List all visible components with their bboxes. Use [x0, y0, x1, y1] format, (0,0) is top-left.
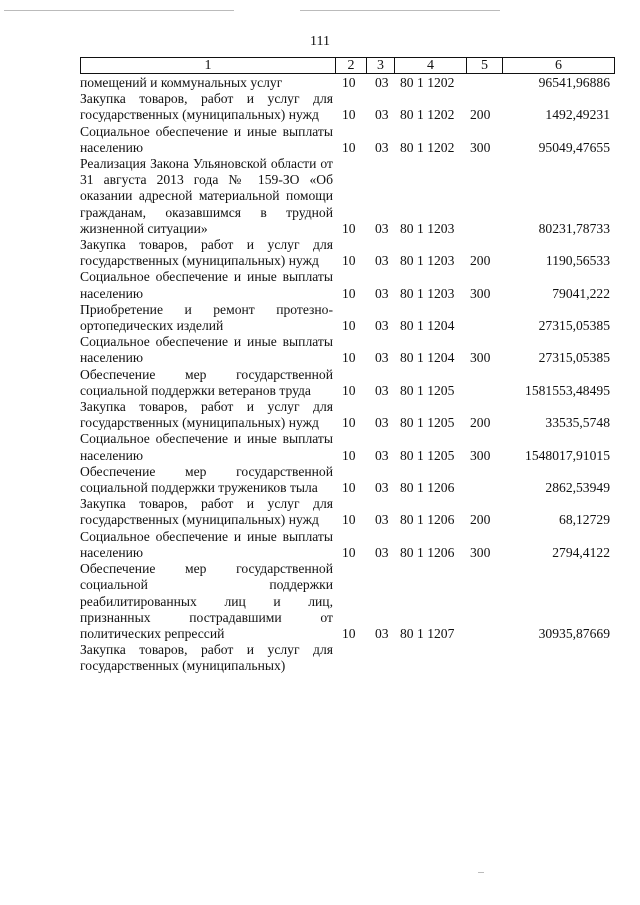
subsection-code: 03: [375, 480, 389, 496]
column-header-table: [80, 57, 615, 74]
subsection-code: 03: [375, 512, 389, 528]
section-code: 10: [342, 75, 356, 90]
table-row: [80, 124, 620, 156]
subsection-code: 03: [375, 220, 389, 236]
amount: 1190,56533: [545, 253, 610, 269]
section-code: 10: [342, 544, 356, 560]
scan-artifact-line: [4, 10, 234, 11]
table-row: [80, 91, 620, 123]
target-article-code: 80 1 1206: [400, 480, 455, 496]
table-row: [80, 367, 620, 399]
table-row: [80, 237, 620, 269]
subsection-code: 03: [375, 75, 389, 90]
header-col-3: 3: [367, 58, 395, 74]
row-description: Социальное обеспечение и иные выплаты населению: [80, 123, 333, 155]
header-col-5: 5: [467, 58, 503, 74]
amount: 96541,96886: [538, 75, 610, 90]
row-description: Социальное обеспечение и иные выплаты населению: [80, 431, 333, 463]
section-code: 10: [342, 382, 356, 398]
table-row: [80, 269, 620, 301]
expense-type-code: 200: [470, 253, 491, 269]
subsection-code: 03: [375, 382, 389, 398]
subsection-code: 03: [375, 625, 389, 641]
amount: 1581553,48495: [525, 382, 610, 398]
section-code: 10: [342, 139, 356, 155]
subsection-code: 03: [375, 318, 389, 334]
table-row: [80, 334, 620, 366]
amount: 33535,5748: [545, 415, 610, 431]
subsection-code: 03: [375, 139, 389, 155]
subsection-code: 03: [375, 544, 389, 560]
row-description: Закупка товаров, работ и услуг для государственных (муниципальных) нужд: [80, 496, 333, 528]
page-number: 111: [310, 34, 330, 49]
row-description: Закупка товаров, работ и услуг для государственных (муниципальных) нужд: [80, 91, 333, 123]
amount: 2862,53949: [545, 480, 610, 496]
section-code: 10: [342, 415, 356, 431]
table-row: [80, 642, 620, 674]
row-description: Закупка товаров, работ и услуг для государственных (муниципальных) нужд: [80, 399, 333, 431]
subsection-code: 03: [375, 253, 389, 269]
header-col-2: 2: [336, 58, 367, 74]
target-article-code: 80 1 1206: [400, 512, 455, 528]
subsection-code: 03: [375, 447, 389, 463]
section-code: 10: [342, 107, 356, 123]
expense-type-code: 200: [470, 415, 491, 431]
row-description: Реализация Закона Ульяновской области от 31 августа 2013 года № 159-ЗО «Об оказании адресной материальной помощи гражданам, оказавшимся в трудной жизненной ситуации»: [80, 156, 333, 236]
amount: 79041,222: [552, 285, 610, 301]
row-description: Закупка товаров, работ и услуг для государственных (муниципальных): [80, 642, 333, 674]
row-description: Социальное обеспечение и иные выплаты населению: [80, 334, 333, 366]
section-code: 10: [342, 253, 356, 269]
amount: 27315,05385: [538, 350, 610, 366]
target-article-code: 80 1 1203: [400, 253, 455, 269]
expense-type-code: 300: [470, 447, 491, 463]
target-article-code: 80 1 1203: [400, 220, 455, 236]
expense-type-code: 300: [470, 139, 491, 155]
section-code: 10: [342, 480, 356, 496]
subsection-code: 03: [375, 350, 389, 366]
row-description: Обеспечение мер государственной социальной поддержки ветеранов труда: [80, 366, 333, 398]
subsection-code: 03: [375, 107, 389, 123]
expense-type-code: 300: [470, 285, 491, 301]
budget-table-body: [80, 75, 620, 675]
row-description: Социальное обеспечение и иные выплаты населению: [80, 269, 333, 301]
header-col-1: 1: [81, 58, 336, 74]
subsection-code: 03: [375, 415, 389, 431]
expense-type-code: 200: [470, 512, 491, 528]
row-description: Приобретение и ремонт протезно-ортопедических изделий: [80, 301, 333, 334]
section-code: 10: [342, 318, 356, 334]
row-description: Закупка товаров, работ и услуг для государственных (муниципальных) нужд: [80, 237, 333, 269]
target-article-code: 80 1 1204: [400, 350, 455, 366]
target-article-code: 80 1 1205: [400, 415, 455, 431]
section-code: 10: [342, 447, 356, 463]
expense-type-code: 300: [470, 544, 491, 560]
section-code: 10: [342, 625, 356, 641]
amount: 2794,4122: [552, 544, 610, 560]
amount: 30935,87669: [538, 625, 610, 641]
row-description: Обеспечение мер государственной социальной поддержки реабилитированных лиц и лиц, признанных пострадавшими от политических репрессий: [80, 561, 333, 641]
amount: 1548017,91015: [525, 447, 610, 463]
scan-artifact-line: [300, 10, 500, 11]
target-article-code: 80 1 1204: [400, 318, 455, 334]
expense-type-code: 300: [470, 350, 491, 366]
table-row: [80, 496, 620, 528]
section-code: 10: [342, 350, 356, 366]
target-article-code: 80 1 1202: [400, 75, 455, 90]
target-article-code: 80 1 1206: [400, 544, 455, 560]
row-description: Обеспечение мер государственной социальной поддержки тружеников тыла: [80, 463, 333, 496]
table-row: [80, 75, 620, 91]
amount: 27315,05385: [538, 318, 610, 334]
section-code: 10: [342, 220, 356, 236]
table-row: [80, 399, 620, 431]
amount: 1492,49231: [545, 107, 610, 123]
table-row: [80, 156, 620, 237]
row-description: Социальное обеспечение и иные выплаты населению: [80, 528, 333, 560]
amount: 80231,78733: [538, 220, 610, 236]
table-row: [80, 561, 620, 642]
target-article-code: 80 1 1205: [400, 447, 455, 463]
target-article-code: 80 1 1202: [400, 107, 455, 123]
table-row: [80, 529, 620, 561]
amount: 95049,47655: [538, 139, 610, 155]
header-col-4: 4: [395, 58, 467, 74]
section-code: 10: [342, 285, 356, 301]
expense-type-code: 200: [470, 107, 491, 123]
section-code: 10: [342, 512, 356, 528]
header-col-6: 6: [503, 58, 615, 74]
target-article-code: 80 1 1207: [400, 625, 455, 641]
table-row: [80, 431, 620, 463]
subsection-code: 03: [375, 285, 389, 301]
row-description: помещений и коммунальных услуг: [80, 75, 283, 90]
amount: 68,12729: [559, 512, 610, 528]
scan-artifact-mark: [478, 872, 484, 873]
table-row: [80, 302, 620, 334]
target-article-code: 80 1 1205: [400, 382, 455, 398]
target-article-code: 80 1 1202: [400, 139, 455, 155]
target-article-code: 80 1 1203: [400, 285, 455, 301]
table-row: [80, 464, 620, 496]
